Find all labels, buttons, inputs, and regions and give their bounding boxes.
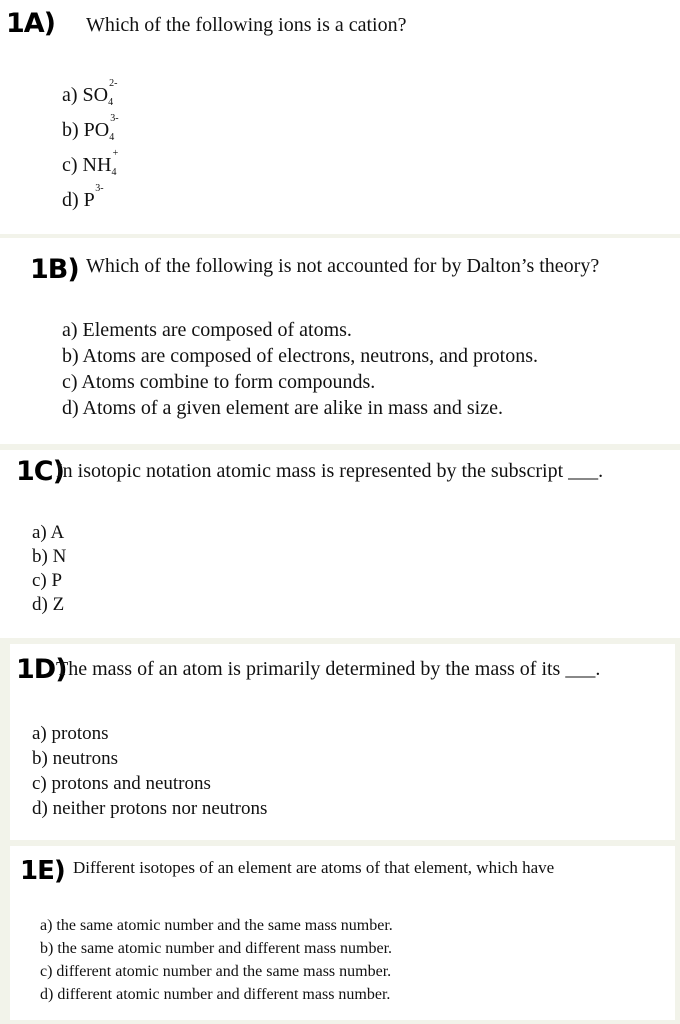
chem-superscript: 3- [110, 113, 119, 124]
chem-superscript: + [112, 148, 119, 159]
chem-formula [83, 113, 119, 143]
question-1d-text: The mass of an atom is primarily determined by the mass of its ___. [56, 658, 601, 680]
chem-subscript: 4 [109, 132, 115, 143]
question-1c-option-c[interactable]: c) P [32, 570, 63, 591]
question-1a-option-b[interactable] [62, 113, 119, 143]
question-1d-option-d[interactable]: d) neither protons nor neutrons [32, 798, 268, 819]
question-1d-option-b[interactable]: b) neutrons [32, 748, 119, 769]
question-1e-option-d[interactable]: d) different atomic number and different mass number. [40, 986, 391, 1003]
question-1d-panel [10, 644, 675, 840]
question-1b-panel [0, 238, 680, 444]
option-letter: b) [62, 119, 79, 141]
question-1b-option-d[interactable]: d) Atoms of a given element are alike in mass and size. [62, 397, 503, 419]
question-1d-option-a[interactable]: a) protons [32, 723, 109, 744]
chem-formula [82, 148, 119, 178]
chem-superscript: 3- [95, 183, 104, 194]
question-1a-option-a[interactable] [62, 78, 118, 108]
chem-base: P [83, 189, 95, 211]
question-1a-option-c[interactable] [62, 148, 119, 178]
question-1e-panel [10, 846, 675, 1020]
question-1e-number: 1E) [20, 856, 65, 886]
chem-base: NH [82, 154, 112, 176]
question-1a-panel [0, 0, 680, 234]
question-1b-option-a[interactable]: a) Elements are composed of atoms. [62, 319, 352, 341]
question-1d-option-c[interactable]: c) protons and neutrons [32, 773, 211, 794]
question-1e-option-a[interactable]: a) the same atomic number and the same mass number. [40, 917, 393, 934]
question-1c-number: 1C) [16, 456, 64, 487]
question-1c-option-a[interactable]: a) A [32, 522, 65, 543]
chem-superscript: 2- [109, 78, 118, 89]
question-1e-option-b[interactable]: b) the same atomic number and different mass number. [40, 940, 393, 957]
question-1d-number: 1D) [16, 654, 67, 685]
chem-formula [83, 183, 104, 212]
question-1b-option-b[interactable]: b) Atoms are composed of electrons, neutrons, and protons. [62, 345, 539, 367]
question-1c-text: In isotopic notation atomic mass is represented by the subscript ___. [56, 460, 604, 482]
option-letter: d) [62, 189, 79, 211]
chem-base: SO [82, 84, 109, 106]
chem-base: PO [83, 119, 110, 141]
chem-subscript: 4 [108, 97, 114, 108]
question-1e-text: Different isotopes of an element are atoms of that element, which have [73, 858, 555, 877]
question-1b-option-c[interactable]: c) Atoms combine to form compounds. [62, 371, 376, 393]
question-1e-option-c[interactable]: c) different atomic number and the same mass number. [40, 963, 392, 980]
option-letter: a) [62, 84, 78, 106]
option-letter: c) [62, 154, 78, 176]
question-1a-option-d[interactable] [62, 183, 104, 212]
question-1c-option-b[interactable]: b) N [32, 546, 67, 567]
question-1a-text: Which of the following ions is a cation? [86, 14, 407, 36]
question-1b-number: 1B) [30, 254, 79, 285]
question-1a-number: 1A) [6, 8, 56, 39]
question-1c-panel [0, 450, 680, 638]
chem-subscript: 4 [111, 167, 117, 178]
question-1b-text: Which of the following is not accounted for by Dalton’s theory? [86, 255, 600, 277]
question-1c-option-d[interactable]: d) Z [32, 594, 65, 615]
chem-formula [82, 78, 118, 108]
